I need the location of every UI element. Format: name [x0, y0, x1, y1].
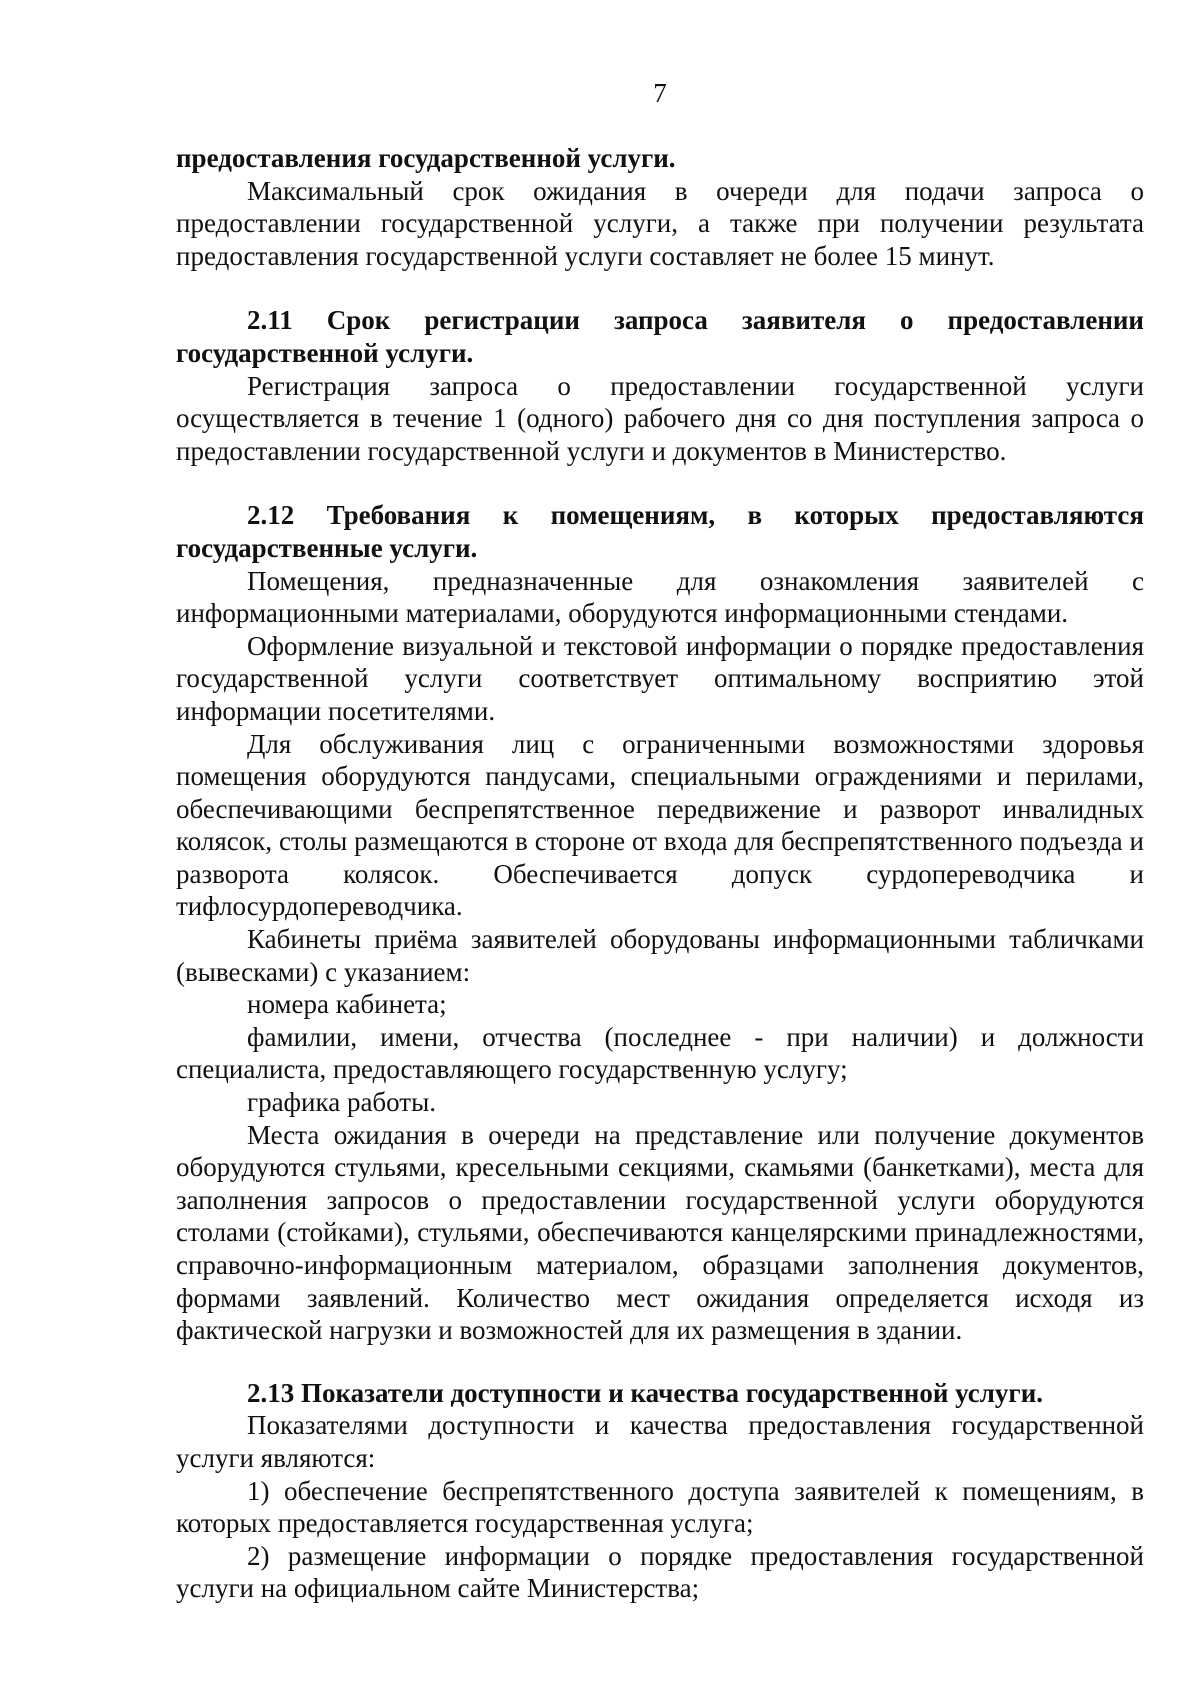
list-item: фамилии, имени, отчества (последнее - при наличии) и должности специалиста, предоставляющего государственную услугу; [176, 1021, 1144, 1085]
list-item: 1) обеспечение беспрепятственного доступа заявителей к помещениям, в которых предоставляется государственная услуга; [176, 1475, 1144, 1539]
continuation-heading: предоставления государственной услуги. [176, 143, 676, 173]
paragraph: Кабинеты приёма заявителей оборудованы информационными табличками (вывесками) с указанием: [176, 924, 1144, 987]
document-body [176, 142, 1144, 1605]
paragraph: Показателями доступности и качества предоставления государственной услуги являются: [176, 1410, 1144, 1473]
list-item: графика работы. [247, 1087, 436, 1118]
paragraph: Для обслуживания лиц с ограниченными возможностями здоровья помещения оборудуются пандусами, специальными ограждениями и перилами, обеспечивающими беспрепятственное передвижение и разворот инвалидных колясок, столы размещаются в стороне от входа для беспрепятственного подъезда и разворота колясок. Обеспечивается допуск сурдопереводчика и тифлосурдопереводчика. [176, 728, 1144, 922]
list-item: 2) размещение информации о порядке предоставления государственной услуги на официальном сайте Министерства; [176, 1540, 1144, 1604]
paragraph: Места ожидания в очереди на представление или получение документов оборудуются стульями, кресельными секциями, скамьями (банкетками), места для заполнения запросов о предоставлении государственной услуги оборудуются столами (стойками), стульями, обеспечиваются канцелярскими принадлежностями, справочно-информационным материалом, образцами заполнения документов, формами заявлений. Количество мест ожидания определяется исходя из фактической нагрузки и возможностей для их размещения в здании. [176, 1119, 1144, 1346]
paragraph: Регистрация запроса о предоставлении государственной услуги осуществляется в течение 1 (одного) рабочего дня со дня поступления запроса о предоставлении государственной услуги и документов в Министерство. [176, 370, 1144, 466]
paragraph: Помещения, предназначенные для ознакомления заявителей с информационными материалами, оборудуются информационными стендами. [176, 565, 1144, 629]
section-heading-2-13: 2.13 Показатели доступности и качества государственной услуги. [247, 1377, 1043, 1408]
list-item: номера кабинета; [247, 989, 447, 1020]
paragraph: Максимальный срок ожидания в очереди для подачи запроса о предоставлении государственной услуги, а также при получении результата предоставления государственной услуги составляет не более 15 минут. [176, 175, 1144, 271]
section-spacer [176, 467, 1144, 499]
paragraph: Оформление визуальной и текстовой информации о порядке предоставления государственной услуги соответствует оптимальному восприятию этой информации посетителями. [176, 630, 1144, 726]
section-heading-2-12: 2.12 Требования к помещениям, в которых предоставляются государственные услуги. [176, 500, 1144, 563]
section-spacer [176, 272, 1144, 304]
page-number: 7 [653, 78, 667, 108]
section-spacer [176, 1347, 1144, 1377]
section-heading-2-11: 2.11 Срок регистрации запроса заявителя о предоставлении государственной услуги. [176, 305, 1144, 368]
